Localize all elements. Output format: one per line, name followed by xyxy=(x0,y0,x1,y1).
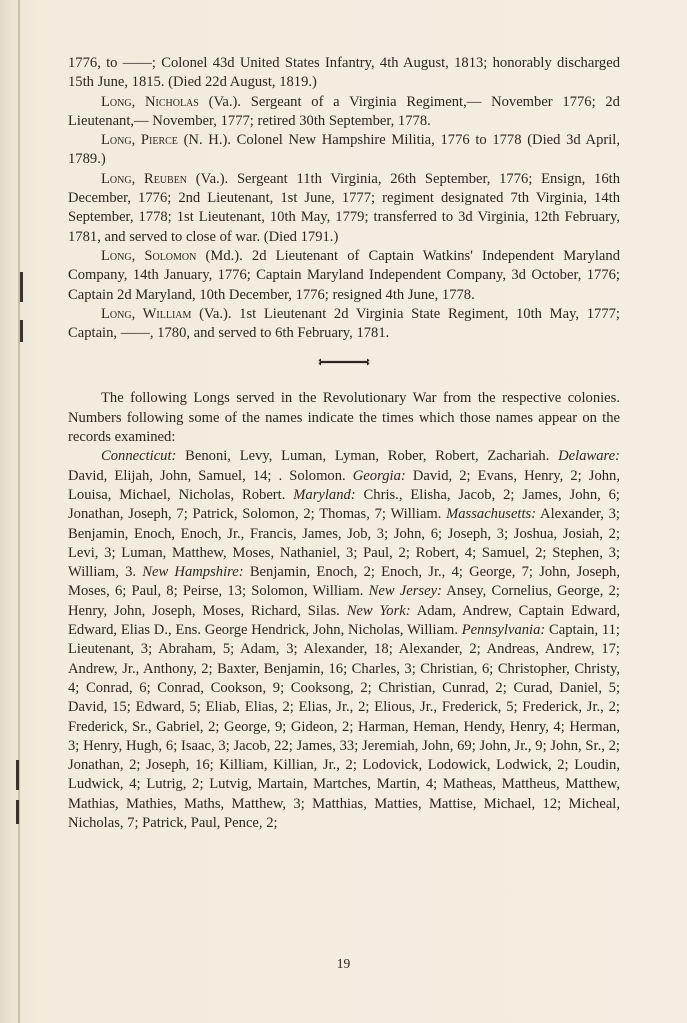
colony-names: Alexander, 3; Benjamin, Enoch, Enoch, Jr., Francis, James, Job, 3; John, 6; Joseph, 3; Joshua, Josiah, 2; Levi, 3; Luman, Matthew, Moses, Nathaniel, 3; Paul, 2; Robert, 4; Samuel, 2; Stephen, 3; William, 3. xyxy=(68,506,620,581)
colony-names: Ansey, Cornelius, George, 2; Henry, John, Joseph, Moses, Richard, Silas. xyxy=(68,583,620,619)
colony-names: David, Elijah, John, Samuel, 14; . Solomon. xyxy=(68,467,353,484)
colony-label: Georgia: xyxy=(352,467,406,484)
binding-mark xyxy=(16,760,19,790)
entry-text: (Va.). 1st Lieutenant 2d Virginia State Regiment, 10th May, 1777; Captain, ——, 1780, and served to 6th February, 1781. xyxy=(68,305,620,342)
entry-william-long xyxy=(68,305,620,344)
binding-mark xyxy=(20,320,23,342)
colony-label: Massachusetts: xyxy=(446,506,537,523)
entry-text: (Md.). 2d Lieutenant of Captain Watkins' Independent Maryland Company, 14th January, 1776; Captain Maryland Independent Company, 3d October, 1776; Captain 2d Maryland, 10th December, 1776; resigned 4th June, 1778. xyxy=(68,247,620,303)
entry-pierce-long xyxy=(68,131,620,170)
colony-label: Connecticut: xyxy=(101,448,177,465)
binding-mark xyxy=(20,272,23,302)
colony-label: Delaware: xyxy=(558,448,620,465)
colony-names: Captain, 11; Lieutenant, 3; Abraham, 5; Adam, 3; Alexander, 18; Alexander, 2; Andreas, Andrew, 17; Andrew, Jr., Anthony, 2; Baxter, Benjamin, 16; Charles, 3; Christian, 6; Christopher, Christy, 4; Conrad, 6; Conrad, Cookson, 9; Cooksong, 2; Christian, Cunrad, 2; Curad, Daniel, 5; David, 15; Edward, 5; Eliab, Elias, 2; Elias, Jr., 2; Elious, Jr., Frederick, 5; Frederick, Jr., 2; Frederick, Sr., Gabriel, 2; George, 9; Gideon, 2; Harman, Heman, Hendy, Henry, 4; Herman, 3; Henry, Hugh, 6; Isaac, 3; Jacob, 22; James, 33; Jeremiah, John, 69; John, Jr., 9; John, Sr., 2; Jonathan, 2; Joseph, 16; Killiam, Killian, Jr., 2; Lodovick, Lodowick, Lodwick, 2; Loudin, Ludwick, 4; Lutrig, 2; Lutvig, Martain, Martches, Martin, 4; Matheas, Mattheus, Matthew, Mathias, Mathies, Maths, Matthew, 3; Matthias, Matties, Mattise, Michael, 12; Micheal, Nicholas, 7; Patrick, Paul, Pence, 2; xyxy=(68,622,620,831)
intro-paragraph: The following Longs served in the Revolutionary War from the respective colonies. Numbers following some of the names indicate the times which those names appear on the records examined: xyxy=(68,390,620,446)
colony-label: Pennsylvania: xyxy=(461,622,546,639)
section-divider-ornament xyxy=(314,357,374,367)
binding-edge xyxy=(18,0,20,1023)
colony-label: New York: xyxy=(346,602,411,619)
entry-text: (Va.). Sergeant 11th Virginia, 26th September, 1776; Ensign, 16th December, 1776; 2nd Lieutenant, 1st June, 1777; regiment designated 7th Virginia, 14th September, 1778; 1st Lieutenant, 10th May, 1779; transferred to 3d Virginia, 12th February, 1781, and served to close of war. (Died 1791.) xyxy=(68,170,620,245)
colony-label: Maryland: xyxy=(293,486,356,503)
binding-mark xyxy=(16,800,19,824)
entry-name: Long, Reuben xyxy=(101,170,188,187)
entry-name: Long, Nicholas xyxy=(101,93,199,110)
colony-names: Benjamin, Enoch, 2; Enoch, Jr., 4; George, 7; John, Joseph, Moses, 6; Paul, 8; Peirse, 13; Solomon, William. xyxy=(68,564,620,600)
entry-text: (N. H.). Colonel New Hampshire Militia, 1776 to 1778 (Died 3d April, 1789.) xyxy=(68,132,620,168)
colony-names: Benoni, Levy, Luman, Lyman, Rober, Robert, Zachariah. xyxy=(176,448,559,465)
colony-label: New Hampshire: xyxy=(142,564,244,581)
entry-solomon-long xyxy=(68,247,620,305)
colony-names: Adam, Andrew, Captain Edward, Edward, Elias D., Ens. George Hendrick, John, Nicholas, William. xyxy=(68,602,620,639)
entry-name: Long, William xyxy=(101,305,192,322)
colony-label: New Jersey: xyxy=(368,583,442,600)
entry-text: (Va.). Sergeant of a Virginia Regiment,— November 1776; 2d Lieutenant,— November, 1777; retired 30th September, 1778. xyxy=(68,93,620,129)
colony-lists xyxy=(68,447,620,833)
page-number: 19 xyxy=(336,956,351,971)
colony-names: David, 2; Evans, Henry, 2; John, Louisa, Michael, Nicholas, Robert. xyxy=(68,467,621,503)
entry-reuben-long xyxy=(68,170,620,247)
entry-name: Long, Solomon xyxy=(101,247,197,264)
entry-continued xyxy=(68,54,620,93)
entry-text: 1776, to ——; Colonel 43d United States Infantry, 4th August, 1813; honorably discharged 15th June, 1815. (Died 22d August, 1819.) xyxy=(68,55,620,91)
page-text xyxy=(68,54,620,833)
colony-names: Chris., Elisha, Jacob, 2; James, John, 6; Jonathan, Joseph, 7; Patrick, Solomon, 2; Thomas, 7; William. xyxy=(68,486,620,523)
entry-name: Long, Pierce xyxy=(101,132,178,149)
entry-nicholas-long xyxy=(68,93,620,132)
